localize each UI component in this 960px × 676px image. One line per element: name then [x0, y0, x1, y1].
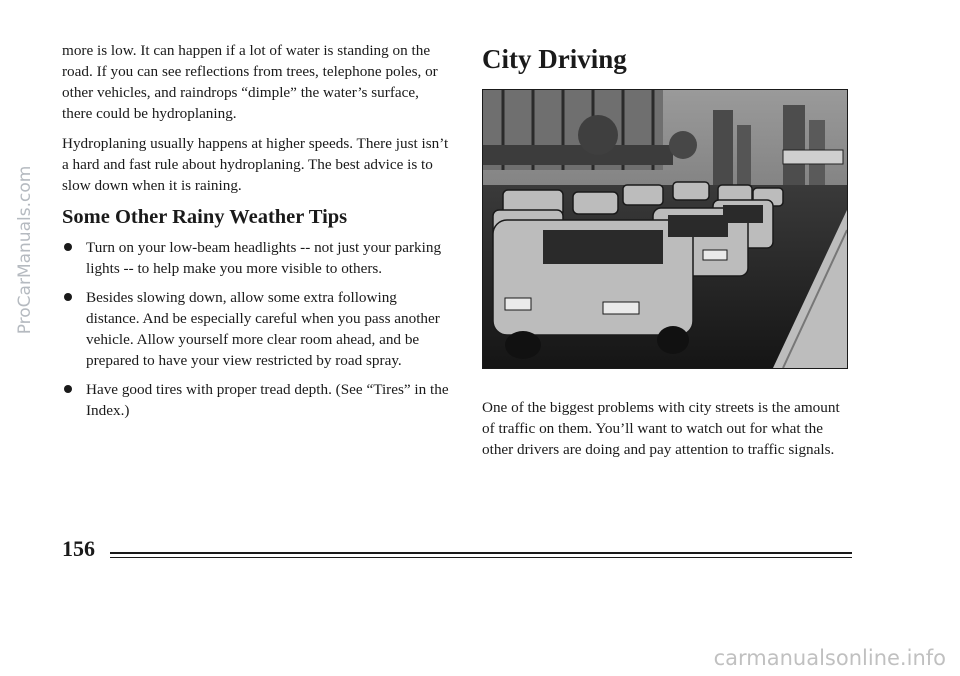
- page-number: 156: [62, 536, 95, 561]
- list-item: [62, 287, 452, 371]
- footer-rule-thin: [110, 557, 852, 558]
- list-item-text: Turn on your low-beam headlights -- not just your parking lights -- to help make you more visible to others.: [86, 239, 442, 277]
- list-item: [62, 379, 452, 421]
- city-traffic-illustration: [482, 89, 848, 369]
- list-item-text: Besides slowing down, allow some extra following distance. And be especially careful when you pass another vehicle. Allow yourself more clear room ahead, and be prepared to have your view restricted by road spray.: [86, 289, 440, 369]
- paragraph-city-traffic: One of the biggest problems with city streets is the amount of traffic on them. You’ll want to watch out for what the other drivers are doing and pay attention to traffic signals.: [482, 399, 840, 458]
- city-traffic-icon: [483, 90, 847, 368]
- section-heading: Some Other Rainy Weather Tips: [62, 206, 348, 228]
- side-watermark: [10, 120, 40, 380]
- bullet-icon: [64, 385, 72, 393]
- page-title: City Driving: [482, 44, 627, 74]
- list-item: [62, 237, 452, 279]
- footer-rule: [110, 552, 852, 554]
- bullet-icon: [64, 243, 72, 251]
- bottom-watermark: carmanualsonline.info: [713, 646, 946, 670]
- side-watermark-text: ProCarManuals.com: [15, 165, 35, 335]
- bullet-icon: [64, 293, 72, 301]
- left-column: [62, 40, 452, 429]
- paragraph-hydroplaning-1: more is low. It can happen if a lot of water is standing on the road. If you can see reflections from trees, telephone poles, or other vehicles, and raindrops “dimple” the water’s surface, there could be hydroplaning.: [62, 42, 438, 122]
- list-item-text: Have good tires with proper tread depth. (See “Tires” in the Index.): [86, 381, 449, 419]
- right-column: [482, 40, 852, 469]
- paragraph-hydroplaning-2: Hydroplaning usually happens at higher speeds. There just isn’t a hard and fast rule about hydroplaning. The best advice is to slow down when it is raining.: [62, 135, 449, 194]
- tips-list: [62, 237, 452, 421]
- page-footer: [62, 536, 852, 566]
